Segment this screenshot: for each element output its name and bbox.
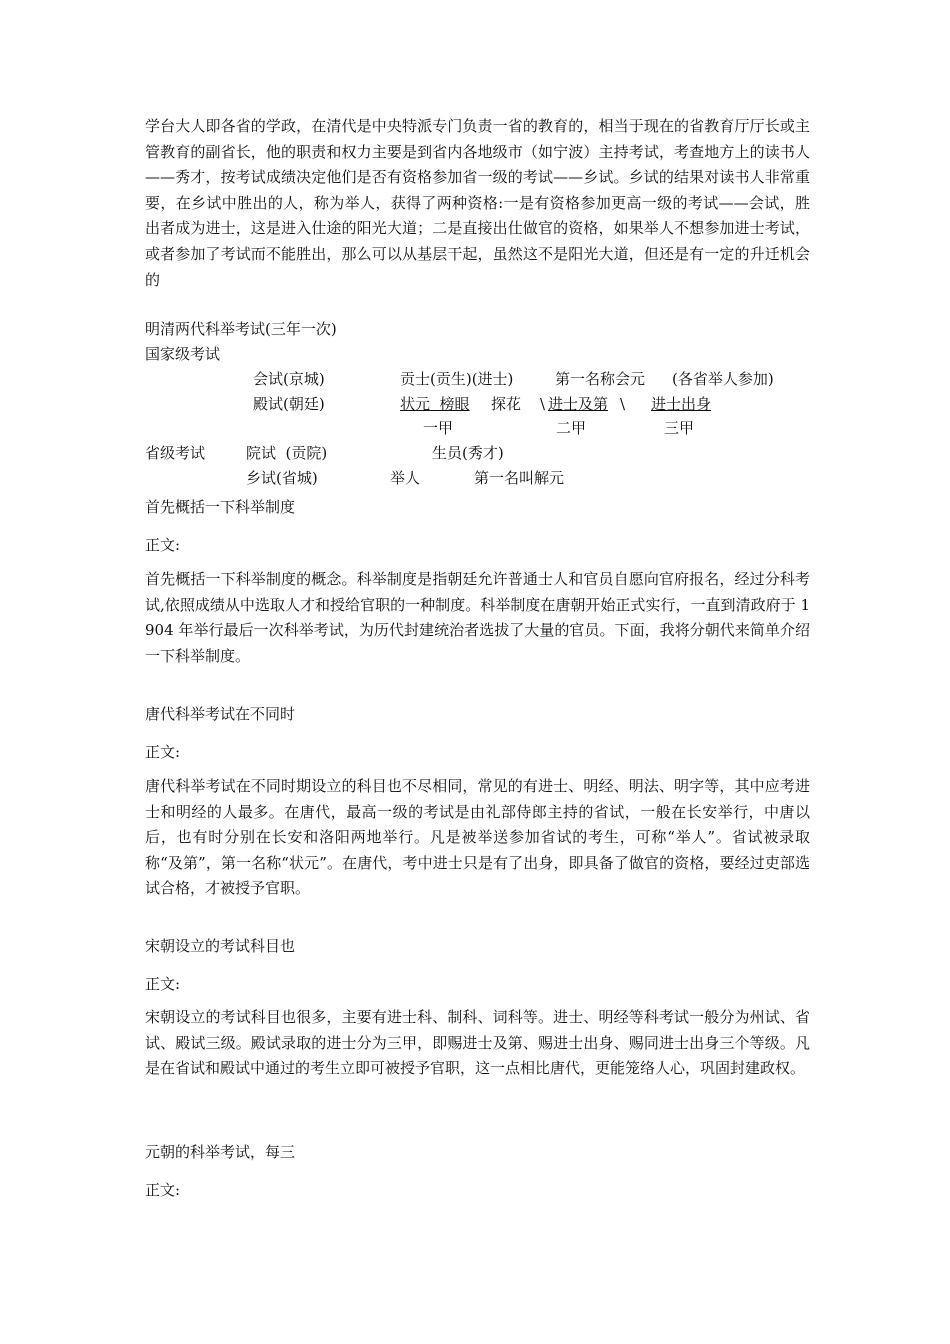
juren-cell: 举人 <box>390 469 421 487</box>
huiyuan-cell: 第一名称会元 <box>555 370 646 388</box>
section-heading: 宋朝设立的考试科目也 <box>145 937 296 955</box>
erjia-cell: 二甲 <box>556 419 587 437</box>
intro-paragraph: 学台大人即各省的学政，在清代是中央特派专门负责一省的教育的，相当于现在的省教育厅厅长或主管教育的副省长，他的职责和权力主要是到省内各地级市（如宁波）主持考试，考查地方上的读书人——秀才，按考试成绩决定他们是否有资格参加省一级的考试——乡试。乡试的结果对读书人非常重要，在乡试中胜出的人，称为举人，获得了两种资格:一是有资格参加更高一级的考试——会试，胜出者成为进士，这是进入仕途的阳光大道；二是直接出仕做官的资格，如果举人不想参加进士考试，或者参加了考试而不能胜出，那么可以从基层干起，虽然这不是阳光大道，但还是有一定的升迁机会的 <box>145 117 810 289</box>
jinshi-chushen-cell: 进士出身 <box>651 395 712 413</box>
jinshi-jidi-cell: 进士及第 <box>548 395 609 413</box>
section-body: 宋朝设立的考试科目也很多，主要有进士科、制科、词科等。进士、明经等科考试一般分为州试、省试、殿试三级。殿试录取的进士分为三甲，即赐进士及第、赐进士出身、赐同进士出身三个等级。凡是在省试和殿试中通过的考生立即可被授予官职，这一点相比唐代，更能笼络人心，巩固封建政权。 <box>145 1008 810 1078</box>
section-body: 唐代科举考试在不同时期设立的科目也不尽相同，常见的有进士、明经、明法、明字等，其中应考进士和明经的人最多。在唐代，最高一级的考试是由礼部侍郎主持的省试，一般在长安举行，中唐以后，也有时分别在长安和洛阳两地举行。凡是被举送参加省试的考生，可称“举人”。省试被录取称“及第”，第一名称“状元”。在唐代，考中进士只是有了出身，即具备了做官的资格，要经过吏部选试合格，才被授予官职。 <box>145 777 810 898</box>
yijia-cell: 一甲 <box>423 419 454 437</box>
shengyuan-cell: 生员(秀才) <box>432 444 504 462</box>
section-label: 正文: <box>145 975 181 993</box>
yuanshi-cell: 院试 (贡院) <box>246 444 328 462</box>
section-label: 正文: <box>145 536 181 554</box>
jieyuan-cell: 第一名叫解元 <box>474 469 565 487</box>
section-heading: 元朝的科举考试，每三 <box>145 1143 296 1161</box>
section-label: 正文: <box>145 743 181 761</box>
backslash-left: \ <box>540 395 546 413</box>
national-exam-label: 国家级考试 <box>145 345 221 363</box>
sanjia-cell: 三甲 <box>664 419 695 437</box>
section-label: 正文: <box>145 1181 181 1199</box>
xiangshi-cell: 乡试(省城) <box>246 469 318 487</box>
section-body: 首先概括一下科举制度的概念。科举制度是指朝廷允许普通士人和官员自愿向官府报名，经过分科考试,依照成绩从中选取人才和授给官职的一种制度。科举制度在唐朝开始正式实行，一直到清政府于 1904 年举行最后一次科举考试，为历代封建统治者选拔了大量的官员。下面，我将分朝代来简单介绍一下科举制度。 <box>145 570 810 665</box>
backslash-right: \ <box>620 395 626 413</box>
huishi-note-cell: (各省举人参加) <box>672 370 774 388</box>
dianshi-cell: 殿试(朝廷) <box>253 395 325 413</box>
tanhua-cell: 探花 <box>491 395 522 413</box>
exam-table-title: 明清两代科举考试(三年一次) <box>145 320 337 338</box>
zhuangyuan-bangyan-cell: 状元 榜眼 <box>400 395 470 413</box>
gongshi-cell: 贡士(贡生)(进士) <box>400 370 514 388</box>
provincial-exam-label: 省级考试 <box>145 444 206 462</box>
huishi-cell: 会试(京城) <box>253 370 325 388</box>
section-heading: 唐代科举考试在不同时 <box>145 705 296 723</box>
section-heading: 首先概括一下科举制度 <box>145 498 296 516</box>
